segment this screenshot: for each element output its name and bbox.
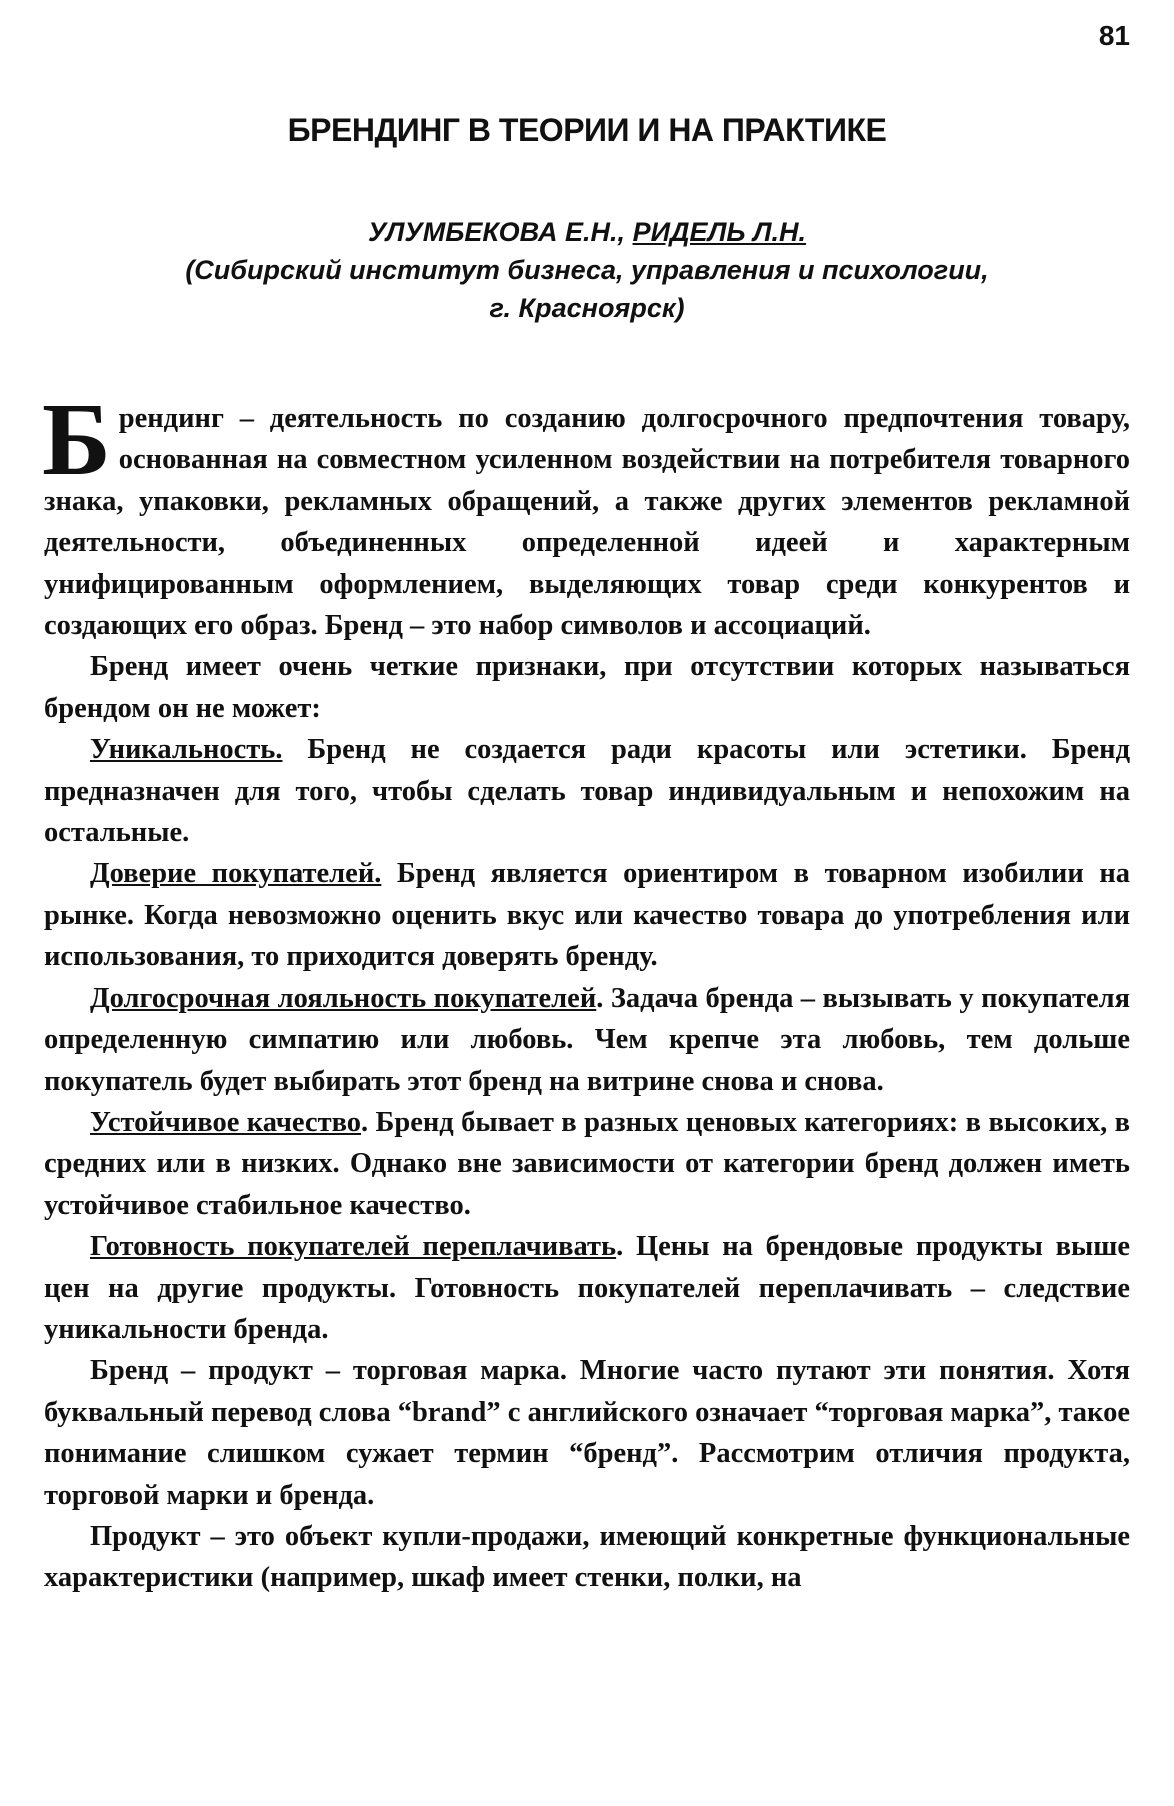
paragraph-overpay [44, 1226, 1130, 1350]
term-quality: Устойчивое качество [90, 1106, 362, 1138]
paragraph-loyalty [44, 978, 1130, 1102]
drop-cap: Б [42, 382, 111, 497]
paragraph-brand-features: Бренд имеет очень четкие признаки, при отсутствии которых называться брендом он не может: [44, 651, 1130, 724]
paragraph-quality [44, 1102, 1130, 1226]
paragraph-trust [44, 853, 1130, 977]
authors-block [44, 213, 1130, 327]
paragraph-product-definition: Продукт – это объект купли-продажи, имеющий конкретные функциональные характеристики (например, шкаф имеет стенки, полки, на [44, 1520, 1130, 1594]
term-loyalty: Долгосрочная лояльность покупателей [90, 982, 597, 1014]
affiliation-line-2: г. Красноярск) [489, 293, 685, 323]
paragraph-text: . Бренд бывает в разных ценовых категориях: в высоких, в средних или в низких. Однако вне зависимости от категории бренд должен иметь устойчивое стабильное качество. [44, 1106, 1130, 1221]
term-overpay: Готовность покупателей переплачивать [90, 1231, 617, 1263]
paragraph-text: . Цены на брендовые продукты выше цен на другие продукты. Готовность покупателей переплачивать – следствие уникальности бренда. [44, 1231, 1130, 1345]
paragraph-text: рендинг – деятельность по созданию долгосрочного предпочтения товару, основанная на совместном усиленном воздействии на потребителя товарного знака, упаковки, рекламных обращений, а также других элементов рекламной деятельности, объединенных определенной идеей и характерным унифицированным оформлением, выделяющих товар среди конкурентов и создающих его образ. Бренд – это набор символов и ассоциаций. [44, 403, 1130, 642]
document-page [44, 0, 1130, 1806]
paragraph-uniqueness [44, 729, 1130, 853]
article-title: БРЕНДИНГ В ТЕОРИИ И НА ПРАКТИКЕ [287, 112, 887, 148]
paragraph-text: . Задача бренда – вызывать у покупателя определенную симпатию или любовь. Чем крепче эта любовь, тем дольше покупатель будет выбирать этот бренд на витрине снова и снова. [44, 982, 1131, 1097]
paragraph-brand-product-mark: Бренд – продукт – торговая марка. Многие часто путают эти понятия. Хотя буквальный перевод слова “brand” с английского означает “торговая марка”, такое понимание слишком сужает термин “бренд”. Рассмотрим отличия продукта, торговой марки и бренда. [44, 1355, 1130, 1511]
page-number: 81 [1098, 20, 1130, 51]
affiliation-line-1: (Сибирский институт бизнеса, управления и психологии, [185, 255, 989, 285]
paragraph-text: Бренд является ориентиром в товарном изобилии на рынке. Когда невозможно оценить вкус или качество товара до употребления или использования, то приходится доверять бренду. [44, 858, 1130, 973]
paragraph-definition [42, 382, 1130, 646]
first-author: УЛУМБЕКОВА Е.Н., [367, 217, 633, 247]
term-trust: Доверие покупателей. [90, 858, 382, 890]
second-author: РИДЕЛЬ Л.Н. [632, 217, 807, 247]
authors-line [44, 213, 1130, 251]
term-uniqueness: Уникальность. [90, 734, 283, 766]
article-body [42, 382, 1131, 1599]
paragraph-text: Бренд не создается ради красоты или эстетики. Бренд предназначен для того, чтобы сделать товар индивидуальным и непохожим на остальные. [44, 734, 1130, 849]
